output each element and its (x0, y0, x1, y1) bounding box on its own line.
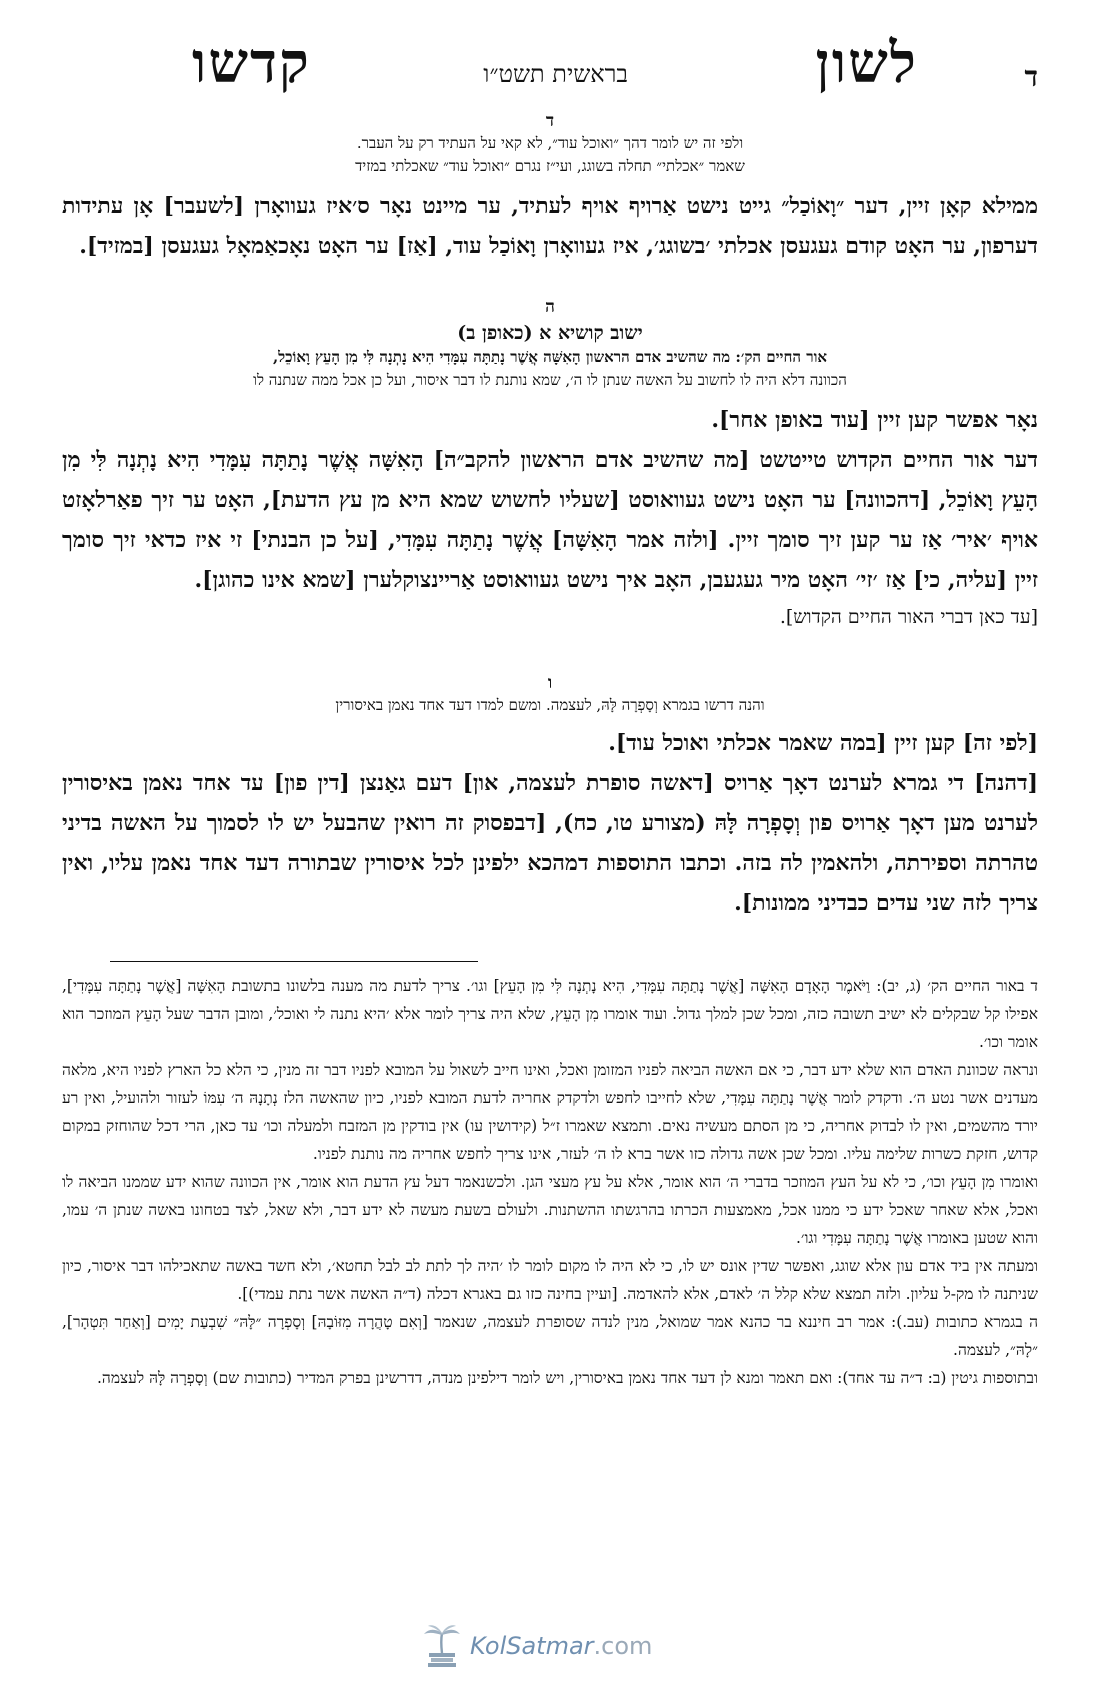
section-source: אור החיים הק׳: מה שהשיב אדם הראשון הָאִשָּׁה אֲשֶׁר נָתַתָּה עִמָּדִי הִיא נָתְנָה לִּי מִן הָעֵץ וָאוֹכֵל, (272, 348, 828, 366)
section-paragraph: [לפי זה] קען זיין [במה שאמר אכלתי ואוכל עוד]. (608, 730, 1038, 756)
footnote: ובתוספות גיטין (ב: ד״ה עד אחד): ואם תאמר ומנא לן דעד אחד נאמן באיסורין, ויש לומר דילפינן מנדה, דדרשינן בפרק המדיר (כתובות שם) וְסָפְרָה לָּהּ לעצמה. (96, 1369, 1038, 1387)
section-letter: ה (545, 297, 555, 317)
section-source: הכוונה דלא היה לו לחשוב על האשה שנתן לו ה׳, שמא נותנת לו דבר איסור, ועל כן אכל ממה שנתנה לו (253, 371, 847, 389)
palm-tree-books-icon (420, 1623, 464, 1669)
page (62, 30, 1038, 1392)
section-source: והנה דרשו בגמרא וְסָפְרָה לָּהּ, לעצמה. ומשם למדו דעד אחד נאמן באיסורין (335, 696, 765, 714)
section-paragraph: דער אור החיים הקדוש טייטשט [מה שהשיב אדם הראשון להקב״ה] הָאִשָּׁה אֲשֶׁר נָתַתָּה עִמָּדִי הִיא נָתְנָה לִּי מִן הָעֵץ וָאוֹכֵל, [דהכוונה] ער האָט נישט געוואוסט [שעליו לחשוש שמא היא מן עץ הדעת], האָט ער זיך פאַרלאָזט אויף ׳איר׳ אַז ער קען זיך סומך זיין. [ולזה אמר הָאִשָּׁה] אֲשֶׁר נָתַתָּה עִמָּדִי, [על כן הבנתי] זי איז כדאי זיך סומך זיין [עליה, כי] אַז ׳זי׳ האָט מיר געגעבן, האָב איך נישט געוואוסט אַריינצוקלערן [שמא אינו כהוגן]. (62, 447, 1038, 593)
site-logo (420, 1622, 740, 1670)
page-header (62, 30, 1038, 110)
logo-text: KolSatmar.com (470, 1632, 653, 1660)
book-title-left: קדשו (192, 30, 311, 96)
footnote: ד באור החיים הק׳ (ג, יב): וַיֹּאמֶר הָאָדָם הָאִשָּׁה [אֲשֶׁר נָתַתָּה עִמָּדִי, הִיא נָתְנָה לִּי מִן הָעֵץ] וגו׳. צריך לדעת מה מענה בלשונו בתשובת הָאִשָּׁה [אֲשֶׁר נָתַתָּה עִמָּדִי], אפילו קל שבקלים לא ישיב תשובה כזה, ומכל שכן למלך גדול. ועוד אומרו מִן הָעֵץ, שלא היה צריך לומר אלא ׳היא נתנה לי ואוכל׳, ומובן הדבר שעל הָעֵץ המוזכר הוא אומר וכו׳. (62, 977, 1038, 1051)
section-source: ולפי זה יש לומר דהך ״ואוכל עוד״, לא קאי על העתיד רק על העבר. (356, 134, 744, 152)
book-title-right: לשון (815, 30, 918, 96)
section-paragraph: נאָר אפשר קען זיין [עוד באופן אחר]. (711, 407, 1038, 433)
footnote: ואומרו מִן הָעֵץ וכו׳, כי לא על העץ המוזכר בדברי ה׳ הוא אומר, אלא על עץ מעצי הגן. ולכשנאמר דעל עץ הדעת הוא אומר, אין הכוונה שהוא ידע שממנו הביאה לו ואכל, אלא שאחר שאכל ידע כי ממנו אכל, מאמצעות הכרתו בהרגשתו ההשתנות. ולעולם בשעת מעשה לא ידע דבר, ולא שאל, לצד בטחונו באשה שנתן ה׳ עמו, והוא שטען באומרו אֲשֶׁר נָתַתָּה עִמָּדִי וגו׳. (62, 1173, 1038, 1247)
footnote-separator (110, 961, 478, 962)
section-body: ממילא קאָן זיין, דער ״וָאוֹכַל״ גייט נישט אַרויף אויף לעתיד, ער מיינט נאָר ס׳איז געוואָרן [לשעבר] אָן עתידות דערפון, ער האָט קודם געגעסן אכלתי ׳בשוגג׳, איז געוואָרן וָאוֹכַל עוד, [אַז] ער האָט נאָכאַמאָל געגעסן [במזיד]. (62, 193, 1038, 259)
section-5 (62, 296, 1038, 634)
footnote: ה בגמרא כתובות (עב.): אמר רב חיננא בר כהנא אמר שמואל, מנין לנדה שסופרת לעצמה, שנאמר [וְאִם טָהֲרָה מִזּוֹבָהּ] וְסָפְרָה ״לָּהּ״ שִׁבְעַת יָמִים [וְאַחַר תִּטְהָר], ״לָהּ״, לעצמה. (62, 1313, 1038, 1359)
section-title: ישוב קושיא א (כאופן ב) (457, 322, 643, 344)
section-letter: ו (547, 673, 553, 693)
footnote: ומעתה אין ביד אדם עון אלא שוגג, ואפשר שדין אונס יש לו, כי לא היה לו מקום לומר לו ׳היה לך לתת לב לבל תחטא׳, ולא חשד באשה שתאכילהו דבר איסור, כיון שניתנה לו מק-ל עליון. ולזה תמצא שלא קלל ה׳ לאדם, אלא להאדמה. [ועיין בחינה כזו גם באגרא דכלה (ד״ה האשה אשר נתת עמדי)]. (62, 1257, 1038, 1303)
parsha-label: בראשית תשט״ו (483, 60, 628, 88)
section-4 (62, 110, 1038, 266)
section-paragraph: [עד כאן דברי האור החיים הקדוש]. (779, 606, 1038, 628)
section-letter: ד (545, 111, 555, 131)
footnotes (62, 972, 1038, 1392)
section-source: שאמר ״אכלתי״ תחלה בשוגג, ועי״ז נגרם ״ואוכל עוד״ שאכלתי במזיד (355, 157, 745, 175)
section-6 (62, 672, 1038, 923)
footnote: ונראה שכוונת האדם הוא שלא ידע דבר, כי אם האשה הביאה לפניו המזומן ואכל, ואינו חייב לשאול על המובא לפניו דבר זה מנין, כי הלא כל הארץ לפניו היא, מלאה מעדנים אשר נטע ה׳. ודקדק לומר אֲשֶׁר נָתַתָּה עִמָּדִי, שלא לחייבו לחפש ולדקדק אחריה לדעת המובא לפניו, כיון שהאשה הלז נְתָנָהּ ה׳ עִמּוֹ לעזור ולהועיל, ואין רע יורד מהשמים, ואין לו לבדוק אחריה, כי מן הסתם מעשיה נאים. ותמצא שאמרו ז״ל (קידושין עו) אין בודקין מן המזבח ולמעלה וכו׳ עד כאן, הרי דכל שהוחזק במקום קדוש, חזקת כשרות שלימה עליו. ומכל שכן אשה גדולה כזו אשר ברא לו ה׳ לעזר, אינו צריך לחפש אחריה מה נותנת לפניו. (62, 1061, 1038, 1163)
section-paragraph: [דהנה] די גמרא לערנט דאָך אַרויס [דאשה סופרת לעצמה, און] דעם גאַנצן [דין פון] עד אחד נאמן באיסורין לערנט מען דאָך אַרויס פון וְסָפְרָה לָּהּ (מצורע טו, כח), [דבפסוק זה רואין שהבעל יש לו לסמוך על האשה בדיני טהרתה וספירתה, ולהאמין לה בזה. וכתבו התוספות דמהכא ילפינן לכל איסורין שבתורה דעד אחד נאמן עליו, ואין צריך לזה שני עדים כבדיני ממונות]. (62, 770, 1038, 916)
page-number: ד (1024, 60, 1038, 93)
